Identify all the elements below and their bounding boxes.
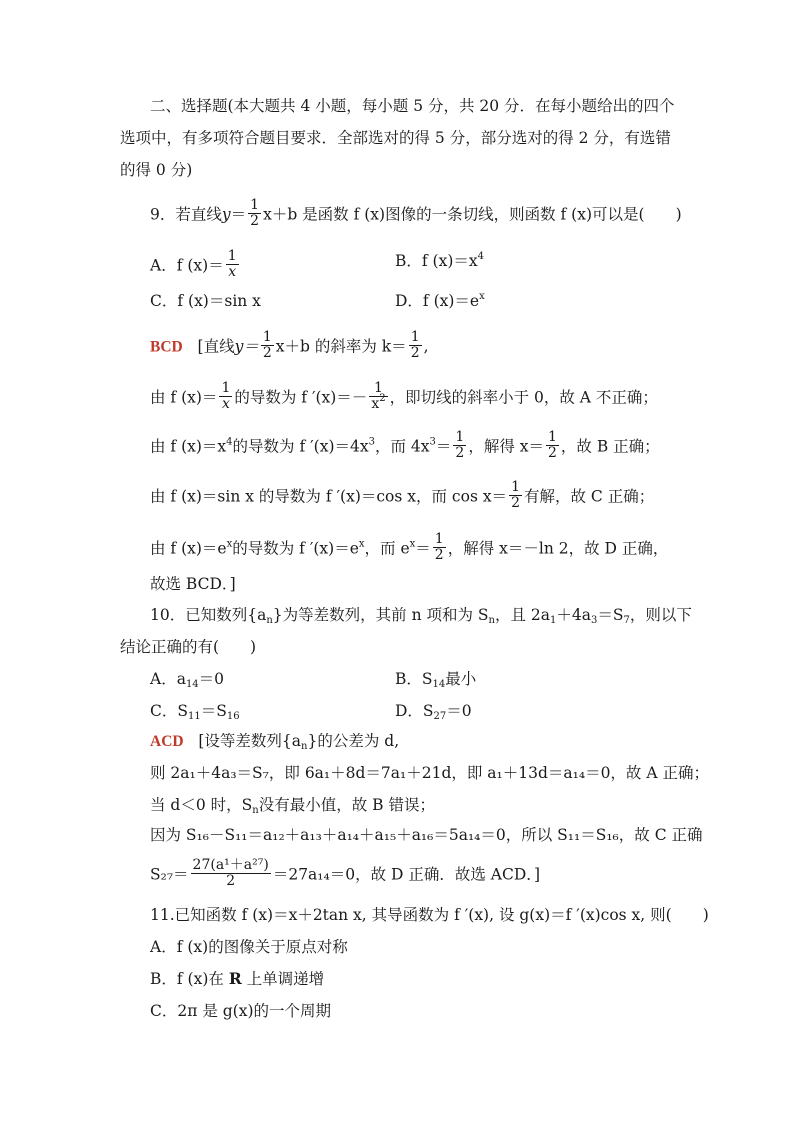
- q10-solution-line2: 则 2a₁＋4a₃＝S₇，即 6a₁＋8d＝7a₁＋21d，即 a₁＋13d＝a₁₄＝0，故 A 正确；: [150, 764, 709, 782]
- q9-solution-line1: BCD [直线y＝ $\frac{1}{2}$ x＋b 的斜率为 k＝ $\frac{1}{2}$ ,: [150, 329, 429, 361]
- q10-option-d: D．$S_{27}=0$: [395, 702, 472, 722]
- q10-solution-line1: ACD [设等差数列$\{a_n\}$的公差为 d,: [150, 732, 400, 752]
- q10-option-c: C．$S_{11}=S_{16}$: [150, 702, 240, 722]
- q9-option-b: B．f $(x)=x^4$: [395, 251, 485, 270]
- q11-stem: 11.已知函数 f (x)＝x＋2tan x, 其导函数为 f ′(x), 设 g(x)＝f ′(x)cos x, 则( ): [150, 906, 709, 924]
- q9-stem: 9．若直线y＝ $\frac{1}{2}$ x＋b 是函数 f (x)图像的一条切线，则函数 f (x)可以是( ): [150, 197, 682, 229]
- q9-option-a: A．f (x)＝ $\frac{1}{x}$: [150, 248, 237, 280]
- q9-solution-line5: 由 f $(x)=e^x$的导数为 f $'(x)=e^x$，而 $e^x=$ $\frac{1}{2}$ ，解得 x＝－ln 2，故 D 正确，: [150, 531, 669, 563]
- q10-solution-line4: 因为 S₁₆－S₁₁＝a₁₂＋a₁₃＋a₁₄＋a₁₅＋a₁₆＝5a₁₄＝0，所以 S₁₁＝S₁₆，故 C 正确: [150, 826, 703, 844]
- q10-stem-line1: 10．已知数列$\{a_n\}$为等差数列，其前 n 项和为 $S_n$，且 $2a_1+4a_3=S_7$，则以下: [150, 606, 692, 626]
- q9-solution-line4: 由 f (x)＝sin x 的导数为 f ′(x)＝cos x，而 cos x＝ $\frac{1}{2}$ 有解，故 C 正确；: [150, 479, 655, 511]
- q9-option-d: D．f $(x)=e^x$: [395, 291, 485, 310]
- q10-option-a: A．$a_{14}=0$: [150, 670, 225, 690]
- section-title-line3: 的得 0 分): [120, 161, 193, 179]
- q10-option-b: B．$S_{14}$最小: [395, 670, 477, 690]
- q10-stem-line2: 结论正确的有( ): [120, 638, 257, 656]
- q9-fraction: $\frac{1}{2}$: [250, 197, 260, 229]
- q10-solution-line5: S₂₇＝ $\frac{\text{27(a¹＋a²⁷)}}{2}$ ＝27a₁₄＝0，故 D 正确．故选 ACD．]: [150, 857, 541, 889]
- q9-solution-line2: 由 f (x)＝ $\frac{1}{x}$ 的导数为 f ′(x)＝－ $\frac{1}{x^2}$ ，即切线的斜率小于 0，故 A 不正确；: [150, 380, 658, 412]
- q9-answer: BCD: [150, 338, 183, 356]
- q9-solution-line3: 由 f $(x)=x^4$的导数为 f $'(x)=4x^3$，而 $4x^3=$ $\frac{1}{2}$ ，解得 x＝ $\frac{1}{2}$ ，故 B 正确；: [150, 429, 660, 461]
- q11-option-a: A．f (x)的图像关于原点对称: [150, 938, 348, 956]
- q10-answer: ACD: [150, 733, 184, 750]
- section-title-line2: 选项中，有多项符合题目要求．全部选对的得 5 分，部分选对的得 2 分，有选错: [120, 129, 671, 147]
- section-title-line1: 二、选择题(本大题共 4 小题，每小题 5 分，共 20 分．在每小题给出的四个: [150, 97, 675, 115]
- q10-solution-line3: 当 d＜0 时，$S_n$没有最小值，故 B 错误；: [150, 796, 435, 816]
- q9-option-c: C．f (x)＝sin x: [150, 292, 261, 310]
- q9-solution-line6: 故选 BCD．]: [150, 575, 236, 593]
- q11-option-c: C．2π 是 g(x)的一个周期: [150, 1002, 332, 1020]
- q11-option-b: B．f (x)在 R 上单调递增: [150, 969, 325, 988]
